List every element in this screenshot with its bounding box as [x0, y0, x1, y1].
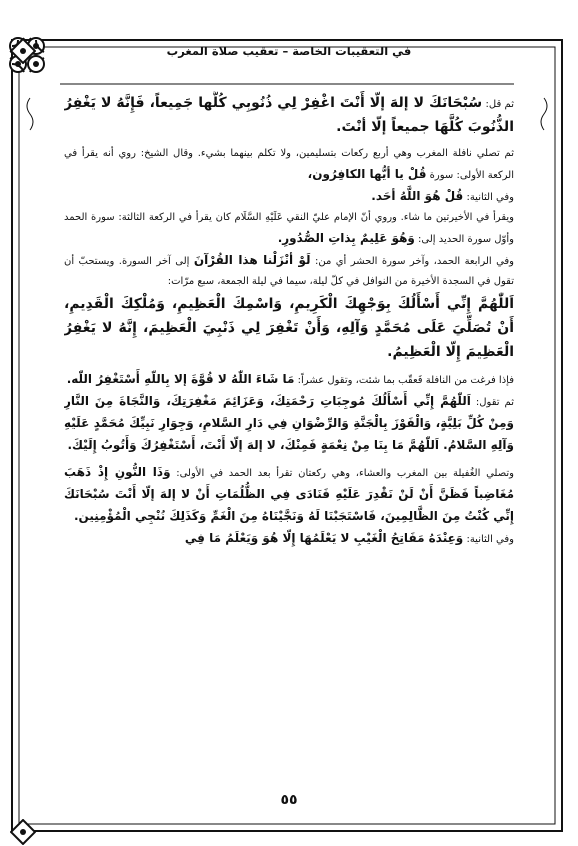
paragraph: [64, 528, 514, 550]
quran-text: وَعِنْدَهُ مَفَاتِحُ الْغَيْبِ لا يَعْلَمُهَا إِلّا هُوَ وَيَعْلَمُ مَا فِي: [184, 531, 464, 545]
narration-text: إلى آخر السورة. ويستحبّ أن تقول في السجدة الأخيرة من النوافل في كلّ ليلة، سيما في ليلة الجمعة، سبع مرّات:: [64, 256, 514, 287]
narration-text: ثم قل:: [482, 99, 514, 110]
quran-text: لَوْ أنْزَلْنا هذا القُرْآنَ: [193, 253, 311, 267]
supplication-text: اَللّٰهُمَّ إِنِّي أَسْأَلُكَ مُوجِبَاتِ رَحْمَتِكَ، وَعَزَائِمَ مَغْفِرَتِكَ، وَالنَّجَاةَ مِنَ النَّارِ وَمِنْ كُلِّ بَلِيَّةٍ، وَالْفَوْزَ بِالْجَنَّةِ وَالرِّضْوَانِ فِي دَارِ السَّلامِ، وَجِوَارِ نَبِيِّكَ مُحَمَّدٍ عَلَيْهِ وَآلِهِ السَّلامُ. اَللّٰهُمَّ مَا بِنَا مِنْ نِعْمَةٍ فَمِنْكَ، لا إلهَ إلّا أَنْتَ، أَسْتَغْفِرُكَ وَأَتُوبُ إِلَيْكَ.: [64, 394, 514, 452]
page-body: [64, 91, 514, 781]
paragraph: [64, 144, 514, 186]
narration-text: فإذا فرغت من النافلة فَعقّب بما شئت، وتقول عشراً:: [294, 375, 514, 386]
quran-text: وَهُوَ عَلِيمٌ بِذاتِ الصُّدُورِ.: [277, 231, 415, 245]
narration-text: ثم تصلي نافلة المغرب وهي أربع ركعات بتسليمين، ولا تكلم بينهما بشيء. وقال الشيخ: روي أنه يقرأ في الركعة الأولى: سورة: [64, 148, 514, 181]
quran-text: قُلْ هُوَ اللَّهُ أحَد.: [371, 189, 464, 203]
narration-text: ويقرأ في الأخيرتين ما شاء. وروي أنّ الإمام عليّ النقي عَلَيْهِ السَّلَام كان يقرأ في الركعة الثالثة: سورة الحمد وأوّل سورة الحديد إلى:: [64, 212, 514, 245]
paragraph: [64, 250, 514, 292]
paragraph: [64, 208, 514, 250]
paragraph: [64, 391, 514, 457]
narration-text: وتصلي الغُفيلة بين المغرب والعشاء، وهي ركعتان تقرأ بعد الحمد في الأولى:: [170, 468, 514, 479]
narration-text: ثم تقول:: [470, 397, 514, 408]
running-header: في التعقيبات الخاصة – تعقيب صلاة المغرب: [166, 44, 412, 58]
narration-text: وفي الثانية:: [463, 192, 514, 203]
quran-text: قُلْ يا أيُّها الكافِرُون،: [307, 167, 427, 181]
paragraph: [64, 462, 514, 528]
narration-text: وفي الثانية:: [463, 534, 514, 545]
supplication-text: سُبْحَانَكَ لا إلهَ إلّا أَنْتَ اغْفِرْ لِي ذُنُوبِي كُلَّها جَمِيعاً، فَإِنَّهُ لا يَغْفِرُ الذُّنُوبَ كُلَّهَا جميعاً إلّا أنْتَ.: [64, 95, 514, 135]
paragraph: [64, 186, 514, 208]
quran-text: وَذَا النُّونِ إِذْ ذَهَبَ مُغَاضِباً فَظَنَّ أَنْ لَنْ نَقْدِرَ عَلَيْهِ فَنَادَى فِي الظُّلُمَاتِ أَنْ لا إلهَ إلّا أَنْتَ سُبْحَانَكَ إِنِّي كُنْتُ مِنَ الظَّالِمِينَ، فَاسْتَجَبْنَا لَهُ وَنَجَّيْنَاهُ مِنَ الْغَمِّ وَكَذَلِكَ نُنْجِي الْمُؤْمِنِين.: [64, 465, 514, 523]
supplication-text: مَا شَاءَ اللّٰهُ لا قُوَّةَ إلا بِاللّهِ أَسْتَغْفِرُ اللّٰه.: [66, 372, 295, 386]
page-number: ٥٥: [280, 792, 298, 808]
paragraph: [64, 292, 514, 364]
narration-text: وفي الرابعة الحمد، وآخر سورة الحشر أي من:: [310, 256, 514, 267]
paragraph: [64, 369, 514, 391]
paragraph: [64, 91, 514, 139]
supplication-text: اَللّٰهُمَّ إِنِّي أَسْأَلُكَ بِوَجْهِكَ الْكَرِيمِ، وَاسْمِكَ الْعَظِيمِ، وَمُلْكِكَ الْقَدِيمِ، أَنْ تُصَلِّيَ عَلَى مُحَمَّدٍ وَآلِهِ، وَأَنْ تَغْفِرَ لِي ذَنْبِيَ الْعَظِيمَ، إِنَّهُ لا يَغْفِرُ الْعَظِيمَ إِلّا الْعَظِيمُ.: [64, 296, 514, 360]
bottom-ornament-icon: [10, 819, 36, 845]
